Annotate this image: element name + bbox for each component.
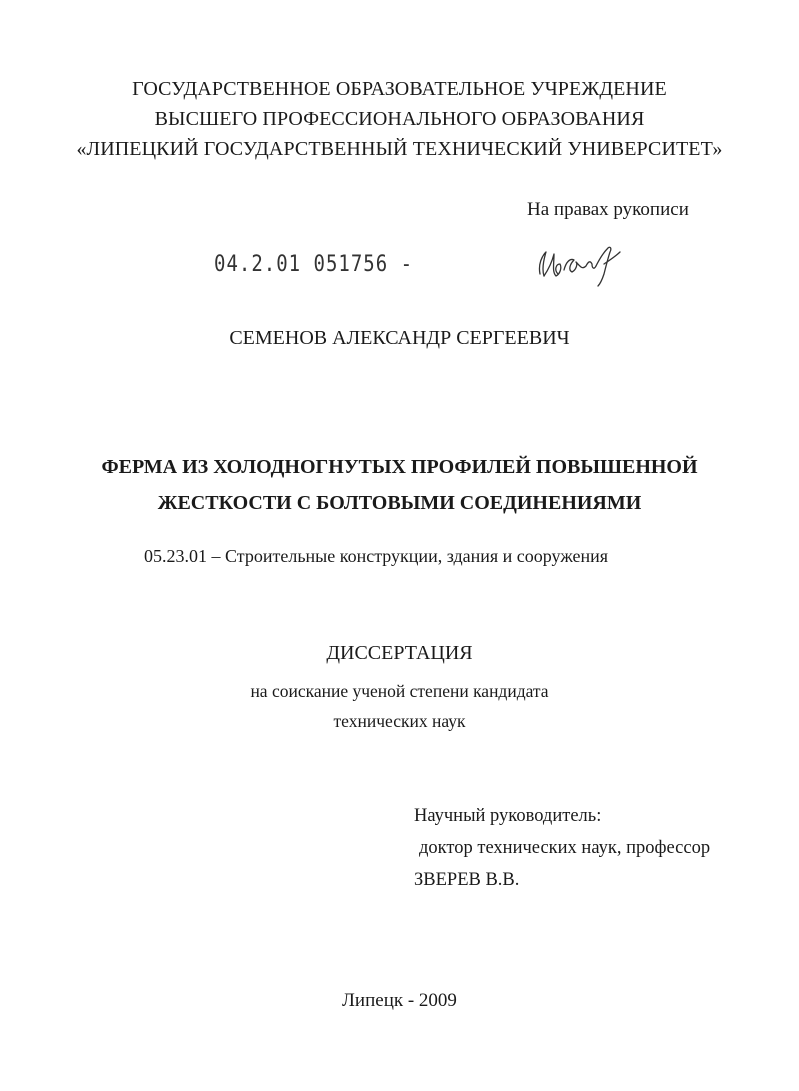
place-and-year: Липецк - 2009 — [342, 990, 457, 1011]
advisor-block — [414, 800, 710, 896]
degree-line-1: на соискание ученой степени кандидата — [250, 681, 549, 701]
dissertation-title — [0, 449, 799, 521]
institution-line-3: «ЛИПЕЦКИЙ ГОСУДАРСТВЕННЫЙ ТЕХНИЧЕСКИЙ УНИВЕРСИТЕТ» — [76, 138, 723, 160]
author-name: СЕМЕНОВ АЛЕКСАНДР СЕРГЕЕВИЧ — [229, 327, 570, 349]
specialty-code: 05.23.01 – Строительные конструкции, здания и сооружения — [144, 546, 609, 566]
advisor-label: Научный руководитель: — [414, 806, 602, 826]
title-line-1: ФЕРМА ИЗ ХОЛОДНОГНУТЫХ ПРОФИЛЕЙ ПОВЫШЕННОЙ — [101, 456, 698, 478]
signature-image — [530, 234, 626, 290]
institution-line-2: ВЫСШЕГО ПРОФЕССИОНАЛЬНОГО ОБРАЗОВАНИЯ — [154, 108, 645, 130]
degree-line-2: технических наук — [333, 711, 466, 731]
advisor-degree: доктор технических наук, профессор — [419, 838, 711, 858]
institution-line-1: ГОСУДАРСТВЕННОЕ ОБРАЗОВАТЕЛЬНОЕ УЧРЕЖДЕНИЕ — [132, 78, 667, 100]
degree-description — [0, 676, 799, 736]
institution-header — [0, 74, 799, 164]
document-type-heading: ДИССЕРТАЦИЯ — [326, 642, 473, 664]
title-line-2: ЖЕСТКОСТИ С БОЛТОВЫМИ СОЕДИНЕНИЯМИ — [157, 492, 642, 514]
advisor-name: ЗВЕРЕВ В.В. — [414, 870, 520, 890]
manuscript-note: На правах рукописи — [527, 199, 689, 220]
registration-stamp: 04.2.01 051756 - — [214, 251, 414, 277]
